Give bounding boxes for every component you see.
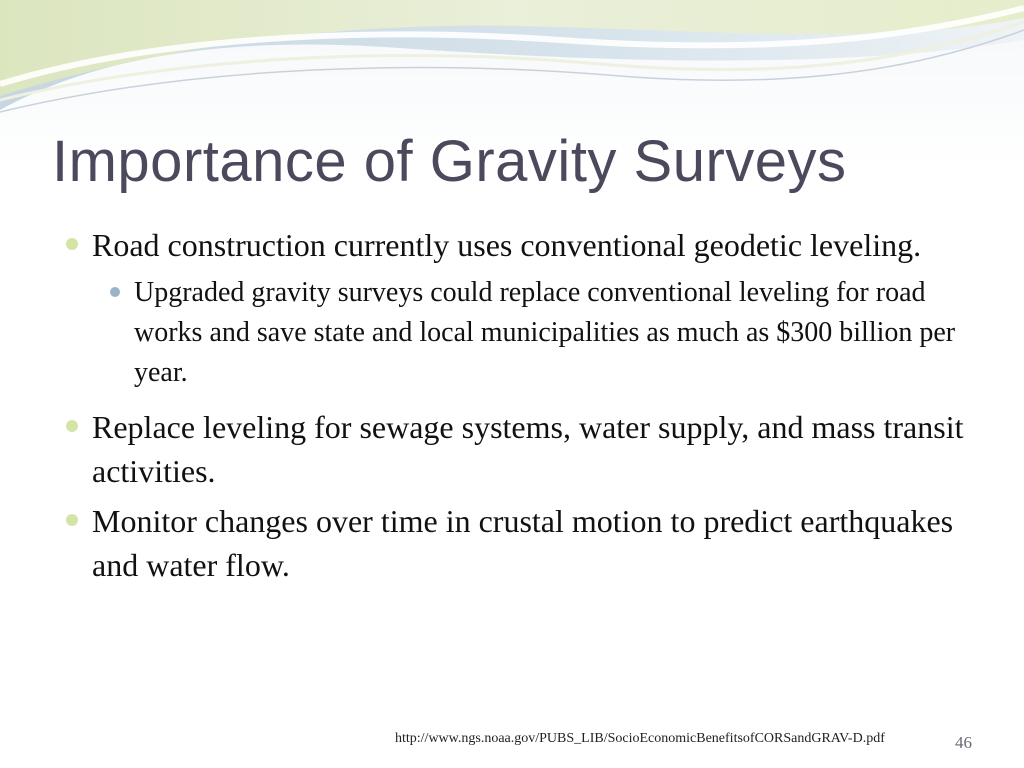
bullet-list: [62, 223, 982, 593]
sub-bullet-dot-icon: [110, 287, 120, 297]
bullet-dot-icon: [66, 514, 78, 526]
sub-bullet-item: [62, 273, 982, 393]
bullet-item: [62, 223, 982, 267]
bullet-dot-icon: [66, 238, 78, 250]
bullet-text: Replace leveling for sewage systems, water supply, and mass transit activities.: [92, 409, 964, 489]
source-link[interactable]: http://www.ngs.noaa.gov/PUBS_LIB/SocioEconomicBenefitsofCORSandGRAV-D.pdf: [395, 731, 885, 746]
bullet-text: Road construction currently uses conventional geodetic leveling.: [92, 227, 922, 263]
page-number: 46: [955, 733, 972, 752]
bullet-dot-icon: [66, 420, 78, 432]
bullet-text: Monitor changes over time in crustal motion to predict earthquakes and water flow.: [92, 503, 954, 583]
bullet-item: [62, 405, 982, 493]
sub-bullet-text: Upgraded gravity surveys could replace conventional leveling for road works and save state and local municipalities as much as $300 billion per year.: [134, 277, 956, 388]
bullet-item: [62, 499, 982, 587]
decorative-wave-banner: [0, 0, 1024, 130]
slide-title: Importance of Gravity Surveys: [52, 129, 847, 194]
